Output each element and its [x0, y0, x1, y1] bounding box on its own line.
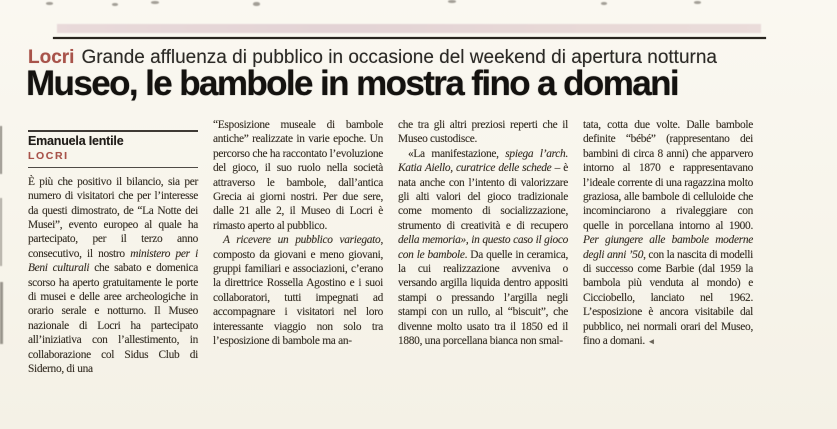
body-text: ministero per i Beni culturali — [28, 247, 198, 275]
body-paragraph — [213, 118, 383, 233]
scan-highlight-band — [57, 24, 761, 33]
scan-artifact — [112, 3, 118, 6]
scan-artifact — [0, 126, 2, 174]
scan-artifact — [0, 282, 3, 344]
scan-artifact — [253, 2, 260, 6]
body-text: tata, cotta due volte. Dalle bambole definite “bébé” (rappresentano dei bambini di circa 8 anni) che apparvero intorno al 1870 e rappresentavano l’ideale corrente di una ragazzina molto graziosa, alle bambole di celluloide che incominciarono a rivaleggiare con quelle in porcellana intorno al 1900. — [583, 119, 753, 232]
article-column-3 — [398, 118, 568, 377]
kicker-text: Grande affluenza di pubblico in occasione del weekend di apertura notturna — [81, 47, 717, 68]
body-text: . Da quelle in ceramica, la cui realizzazione avveniva o versando argilla liquida dentro appositi stampi o pressando l’argilla negli stampi con un rullo, al “biscuit”, che divenne molto usato tra il 1850 ed il 1880, una porcellana bianca non smal- — [398, 248, 568, 348]
body-text: spiega l’arch. Katia Aiello, curatrice delle schede — [398, 147, 568, 175]
body-text: che tra gli altri preziosi reperti che il Museo custodisce. — [398, 119, 568, 146]
scan-artifact — [448, 0, 456, 3]
body-paragraph — [398, 147, 568, 349]
body-text: , composto da giovani e meno giovani, gruppi familiari e associazioni, c’erano la direttrice Rossella Agostino e i suoi collaboratori, tutti impegnati ad accompagnare i visitatori nel loro interessante viaggio non solo tra l’esposizione di bambole ma an- — [213, 234, 383, 348]
scan-artifact — [151, 1, 159, 4]
section-divider-rule — [53, 37, 766, 39]
byline-author: Emanuela Ientile — [28, 134, 124, 148]
headline: Museo, le bambole in mostra fino a domani — [26, 64, 679, 103]
byline-rule-bottom — [28, 167, 198, 168]
body-text: – è nata anche con l’intento di valorizzare gli alti valori del gioco tradizionale come momento di socializzazione, strumento di creatività e di recupero — [398, 162, 568, 232]
body-text: , con la nascita di modelli di successo come Barbie (dal 1959 la bambola più venduta al mondo) e Cicciobello, lanciato nel 1962. L’esposizione è ancora visitabile dal pubblico, nei normali orari del Museo, fino a domani. — [583, 248, 753, 348]
body-paragraph — [583, 118, 753, 350]
byline-block — [28, 118, 198, 168]
article-end-mark-icon: ◄ — [647, 337, 656, 347]
scan-artifact — [0, 198, 2, 266]
body-text: È più che positivo il bilancio, sia per numero di visitatori che per l’interesse da questi dimostrato, de “La Notte dei Musei”, evento europeo al quale ha partecipato, per il terzo anno consecutivo, il nostro — [28, 175, 198, 260]
body-text: Per giungere alle bambole moderne degli anni ’50 — [583, 234, 753, 261]
body-paragraph — [398, 118, 568, 147]
kicker-location: Locri — [28, 47, 75, 68]
body-text: «La manifestazione, — [408, 147, 506, 160]
article-columns — [28, 118, 752, 377]
body-text: “Esposizione museale di bambole antiche” realizzate in varie epoche. Un percorso che ha raccontato l’evoluzione del gioco, il suo ruolo nella società attraverso le bambole, dall’antica Grecia ai giorni nostri. Per due sere, dalle 21 alle 2, il Museo di Locri è rimasto aperto al pubblico. — [213, 119, 383, 232]
body-paragraph — [28, 175, 198, 377]
body-text: che sabato e domenica scorso ha aperto gratuitamente le porte di musei e delle aree archeologiche in orario serale e notturno. Il Museo nazionale di Locri ha partecipato all’iniziativa con l’allestimento, in collaborazione col Sidus Club di Siderno, di una — [28, 262, 198, 376]
article-column-1 — [28, 118, 198, 377]
body-text: A ricevere un pubblico variegato — [223, 234, 381, 247]
scan-artifact — [694, 1, 701, 4]
body-text: della memoria», in questo caso il gioco con le bambole — [398, 234, 568, 261]
scan-artifact — [601, 2, 607, 5]
article-column-4 — [583, 118, 753, 377]
byline-place: LOCRI — [28, 150, 69, 163]
article-column-2 — [213, 118, 383, 377]
body-paragraph — [213, 233, 383, 348]
scan-artifact — [46, 2, 53, 5]
